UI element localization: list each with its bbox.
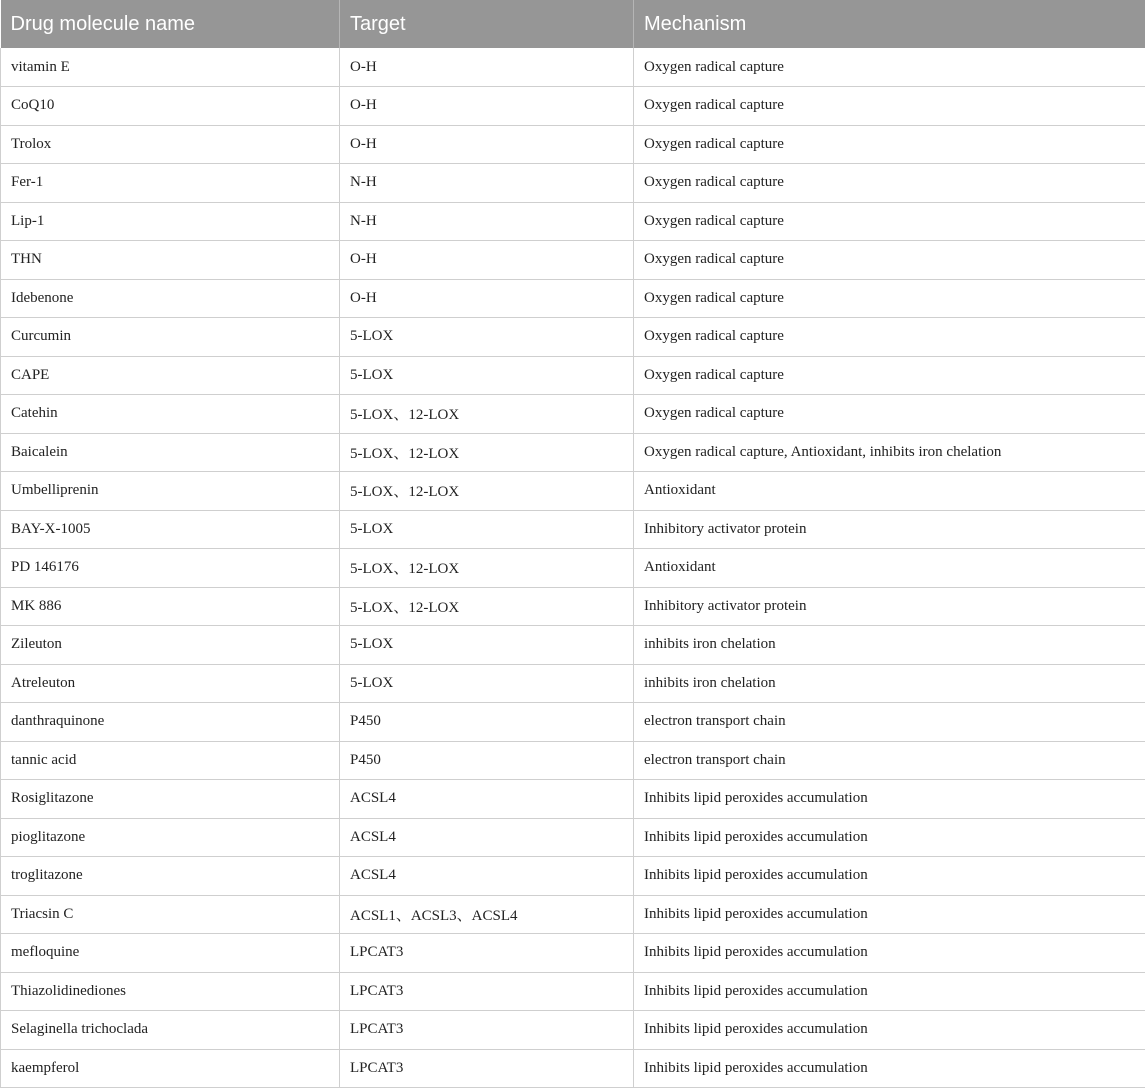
drug-name-cell: Fer-1 [1, 164, 340, 203]
table-row [1, 48, 1145, 87]
target-cell: N-H [340, 164, 634, 203]
mechanism-cell: Oxygen radical capture [634, 318, 1145, 357]
table-row [1, 818, 1145, 857]
mechanism-cell: Inhibits lipid peroxides accumulation [634, 1011, 1145, 1050]
target-cell: 5-LOX、12-LOX [340, 549, 634, 588]
table-row [1, 279, 1145, 318]
table-row [1, 549, 1145, 588]
mechanism-cell: Inhibits lipid peroxides accumulation [634, 780, 1145, 819]
mechanism-cell: Oxygen radical capture [634, 87, 1145, 126]
table-row [1, 587, 1145, 626]
target-cell: 5-LOX [340, 626, 634, 665]
target-cell: ACSL4 [340, 780, 634, 819]
mechanism-cell: inhibits iron chelation [634, 664, 1145, 703]
target-cell: LPCAT3 [340, 1049, 634, 1088]
table-row [1, 356, 1145, 395]
mechanism-cell: Oxygen radical capture [634, 164, 1145, 203]
drug-name-cell: Zileuton [1, 626, 340, 665]
table-body [1, 48, 1145, 1088]
target-cell: P450 [340, 741, 634, 780]
drug-name-cell: Umbelliprenin [1, 472, 340, 511]
table-row [1, 664, 1145, 703]
mechanism-cell: inhibits iron chelation [634, 626, 1145, 665]
mechanism-cell: Oxygen radical capture, Antioxidant, inhibits iron chelation [634, 433, 1145, 472]
target-cell: 5-LOX、12-LOX [340, 587, 634, 626]
drug-name-cell: Thiazolidinediones [1, 972, 340, 1011]
drug-name-cell: tannic acid [1, 741, 340, 780]
drug-name-cell: Idebenone [1, 279, 340, 318]
mechanism-cell: Oxygen radical capture [634, 356, 1145, 395]
target-cell: 5-LOX、12-LOX [340, 395, 634, 434]
target-cell: 5-LOX [340, 664, 634, 703]
mechanism-cell: Oxygen radical capture [634, 395, 1145, 434]
drug-name-cell: mefloquine [1, 934, 340, 973]
mechanism-cell: Inhibits lipid peroxides accumulation [634, 895, 1145, 934]
mechanism-cell: Inhibits lipid peroxides accumulation [634, 857, 1145, 896]
drug-name-cell: Baicalein [1, 433, 340, 472]
drug-name-cell: Triacsin C [1, 895, 340, 934]
target-cell: LPCAT3 [340, 934, 634, 973]
table-row [1, 1011, 1145, 1050]
mechanism-cell: Oxygen radical capture [634, 48, 1145, 87]
table-row [1, 857, 1145, 896]
drug-name-cell: CAPE [1, 356, 340, 395]
drug-name-cell: Curcumin [1, 318, 340, 357]
table-header-row [1, 0, 1145, 48]
target-cell: LPCAT3 [340, 1011, 634, 1050]
table-row [1, 934, 1145, 973]
mechanism-cell: electron transport chain [634, 741, 1145, 780]
drug-name-cell: BAY-X-1005 [1, 510, 340, 549]
drug-name-cell: Catehin [1, 395, 340, 434]
mechanism-cell: Oxygen radical capture [634, 202, 1145, 241]
target-cell: 5-LOX [340, 356, 634, 395]
drug-name-cell: Rosiglitazone [1, 780, 340, 819]
drug-name-cell: Lip-1 [1, 202, 340, 241]
target-cell: 5-LOX [340, 510, 634, 549]
table-row [1, 433, 1145, 472]
mechanism-cell: electron transport chain [634, 703, 1145, 742]
table-row [1, 780, 1145, 819]
mechanism-cell: Antioxidant [634, 472, 1145, 511]
mechanism-cell: Oxygen radical capture [634, 279, 1145, 318]
table-row [1, 1049, 1145, 1088]
mechanism-cell: Oxygen radical capture [634, 125, 1145, 164]
target-cell: LPCAT3 [340, 972, 634, 1011]
table-row [1, 202, 1145, 241]
mechanism-cell: Oxygen radical capture [634, 241, 1145, 280]
target-cell: ACSL4 [340, 818, 634, 857]
table-row [1, 395, 1145, 434]
table-row [1, 741, 1145, 780]
table-row [1, 972, 1145, 1011]
table-row [1, 164, 1145, 203]
mechanism-cell: Inhibits lipid peroxides accumulation [634, 972, 1145, 1011]
target-cell: O-H [340, 48, 634, 87]
target-cell: 5-LOX、12-LOX [340, 472, 634, 511]
header-mechanism: Mechanism [634, 0, 1145, 48]
drug-name-cell: pioglitazone [1, 818, 340, 857]
table-row [1, 87, 1145, 126]
table-row [1, 895, 1145, 934]
target-cell: 5-LOX [340, 318, 634, 357]
drug-name-cell: danthraquinone [1, 703, 340, 742]
header-drug-molecule-name: Drug molecule name [1, 0, 340, 48]
drug-name-cell: kaempferol [1, 1049, 340, 1088]
table-row [1, 125, 1145, 164]
target-cell: P450 [340, 703, 634, 742]
table-row [1, 510, 1145, 549]
target-cell: O-H [340, 125, 634, 164]
target-cell: O-H [340, 87, 634, 126]
drug-name-cell: Selaginella trichoclada [1, 1011, 340, 1050]
table-row [1, 241, 1145, 280]
mechanism-cell: Inhibits lipid peroxides accumulation [634, 1049, 1145, 1088]
drug-name-cell: MK 886 [1, 587, 340, 626]
table-row [1, 472, 1145, 511]
target-cell: O-H [340, 241, 634, 280]
header-target: Target [340, 0, 634, 48]
target-cell: N-H [340, 202, 634, 241]
table-row [1, 626, 1145, 665]
drug-name-cell: PD 146176 [1, 549, 340, 588]
drug-name-cell: troglitazone [1, 857, 340, 896]
mechanism-cell: Inhibits lipid peroxides accumulation [634, 818, 1145, 857]
target-cell: O-H [340, 279, 634, 318]
table-row [1, 318, 1145, 357]
drug-name-cell: vitamin E [1, 48, 340, 87]
target-cell: ACSL4 [340, 857, 634, 896]
drug-name-cell: Trolox [1, 125, 340, 164]
target-cell: ACSL1、ACSL3、ACSL4 [340, 895, 634, 934]
drug-name-cell: CoQ10 [1, 87, 340, 126]
table-row [1, 703, 1145, 742]
mechanism-cell: Inhibitory activator protein [634, 587, 1145, 626]
drug-name-cell: THN [1, 241, 340, 280]
mechanism-cell: Inhibits lipid peroxides accumulation [634, 934, 1145, 973]
drug-name-cell: Atreleuton [1, 664, 340, 703]
mechanism-cell: Antioxidant [634, 549, 1145, 588]
target-cell: 5-LOX、12-LOX [340, 433, 634, 472]
mechanism-cell: Inhibitory activator protein [634, 510, 1145, 549]
